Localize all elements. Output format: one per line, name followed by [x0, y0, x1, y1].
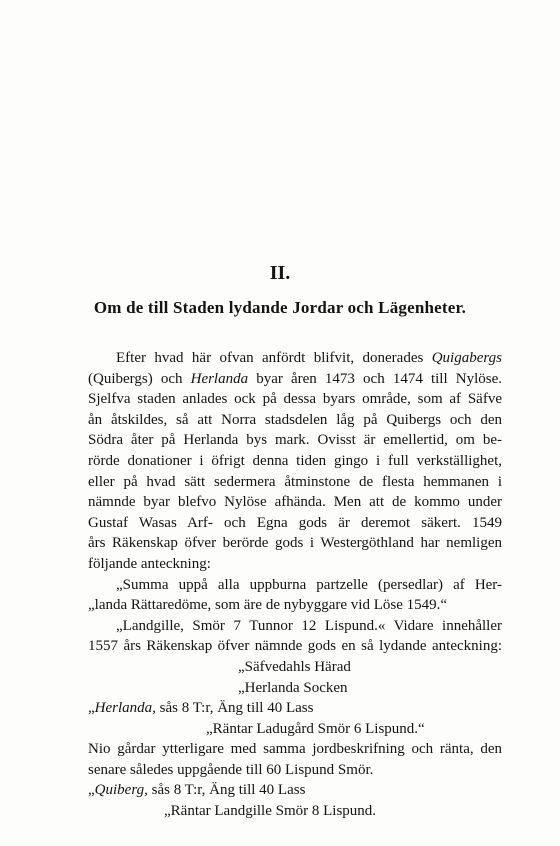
text-line	[88, 348, 502, 369]
text-span: sås 8 T:r, Äng till 40 Lass	[147, 782, 306, 799]
record-line	[88, 780, 502, 801]
place-name: Herlanda,	[94, 700, 156, 717]
text-line: 1557 års Räkenskap öfver nämnde gods en så lydande anteckning:	[88, 638, 502, 655]
section-title: Om de till Staden lydande Jordar och Lägenheter.	[93, 298, 467, 317]
text-span: byar åren 1473 och 1474 till Nylöse.	[248, 370, 502, 387]
quote-line: „landa Rättaredöme, som äre de nybyggare vid Löse 1549.“	[88, 597, 448, 614]
text-span: „	[88, 700, 95, 717]
record-line: „Säfvedahls Härad	[238, 658, 351, 675]
text-line: senare således uppgående till 60 Lispund Smör.	[88, 761, 374, 778]
text-line: följande anteckning:	[88, 555, 211, 572]
text-line	[88, 369, 502, 390]
text-line: eller på hvad sätt sedermera åtminstone de flesta hemmanen i	[88, 473, 502, 490]
text-line: ån åtskildes, så att Norra stadsdelen låg på Quibergs och den	[88, 411, 502, 428]
text-line: Nio gårdar ytterligare med samma jordbeskrifning och ränta, den	[88, 741, 502, 758]
text-line: Sjelfva staden anlades ock på dessa byars område, som af Säfve	[88, 391, 502, 408]
text-line: Södra åter på Herlanda bys mark. Ovisst är emellertid, om be-	[88, 432, 502, 449]
text-line: rörde donationer i öfrigt denna tiden gingo i full verkställighet,	[88, 452, 502, 469]
text-line: Gustaf Wasas Arf- och Egna gods är deremot säkert. 1549	[88, 514, 502, 531]
text-line: nämnde byar blefvo Nylöse afhända. Men att de kommo under	[88, 494, 502, 511]
quote-line: „Summa uppå alla uppburna partzelle (persedlar) af Her-	[116, 576, 502, 593]
record-line	[88, 698, 502, 719]
place-name: Herlanda	[190, 370, 249, 387]
text-span: sås 8 T:r, Äng till 40 Lass	[155, 700, 314, 717]
record-line: „Herlanda Socken	[238, 679, 348, 696]
text-span: „	[88, 782, 95, 799]
record-line: „Räntar Landgille Smör 8 Lispund.	[164, 803, 377, 820]
record-line: „Räntar Ladugård Smör 6 Lispund.“	[206, 720, 425, 737]
place-name: Quiberg,	[94, 782, 148, 799]
place-name: Quigabergs	[431, 350, 502, 366]
text-span: (Quibergs) och	[88, 370, 191, 387]
text-line: „Landgille, Smör 7 Tunnor 12 Lispund.« Vidare innehåller	[116, 617, 502, 634]
text-span: Efter hvad här ofvan anfördt blifvit, donerades	[116, 350, 432, 366]
section-number: II.	[269, 262, 291, 284]
body-text	[88, 348, 502, 822]
text-line: års Räkenskap öfver berörde gods i Westergöthland har nemligen	[88, 535, 502, 552]
